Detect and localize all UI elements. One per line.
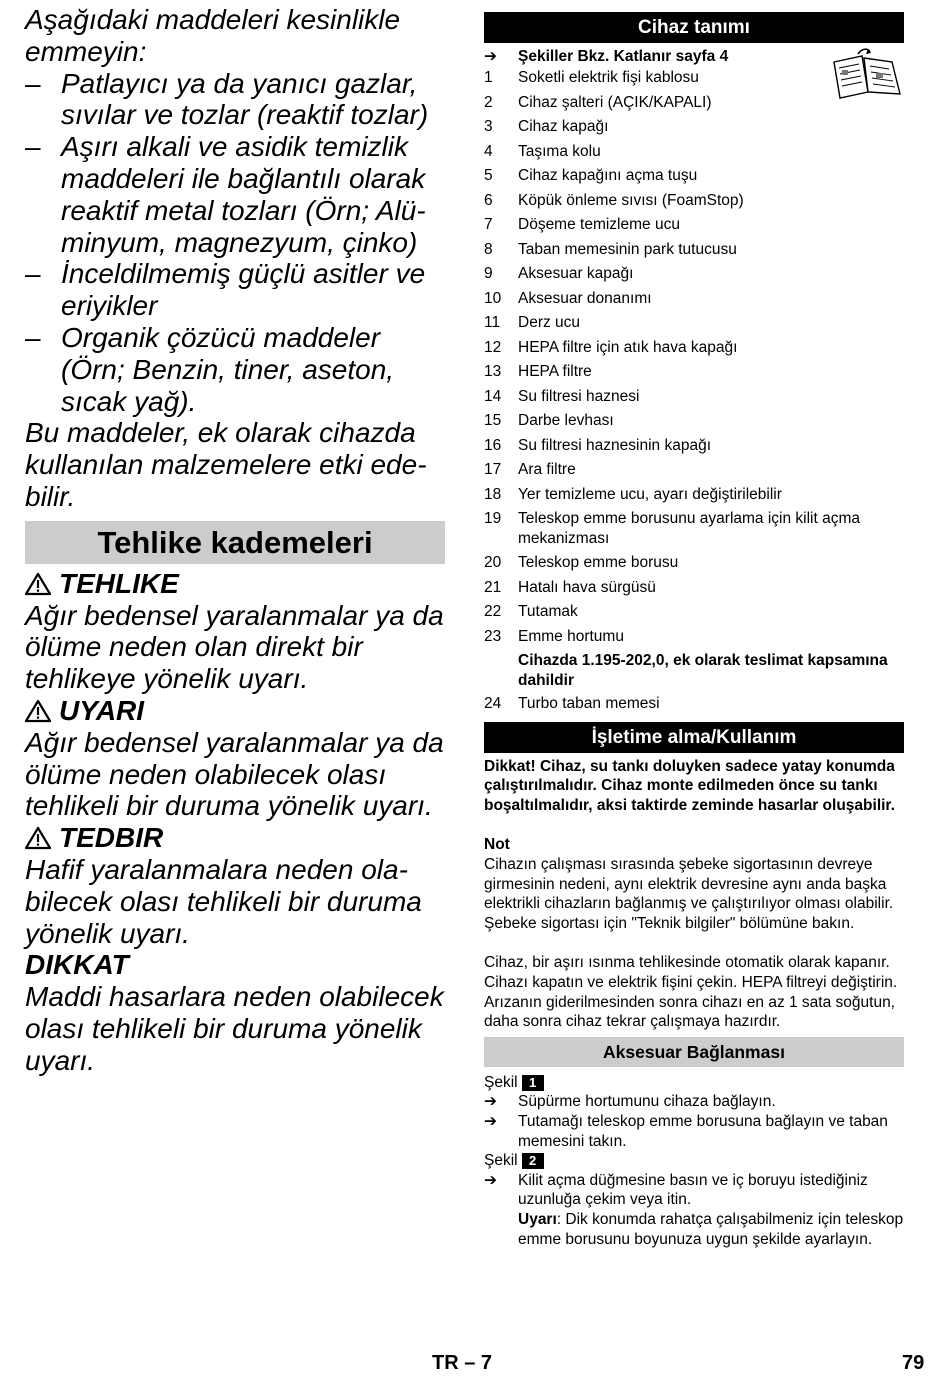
figure-label-text: Şekil (484, 1073, 518, 1091)
figure-1-label (484, 1073, 904, 1093)
page-number: 79 (902, 1352, 925, 1374)
warning-note (518, 1210, 904, 1249)
item-number: 20 (484, 554, 502, 571)
item-text: Tutamak (518, 603, 578, 620)
dash-list-item (25, 131, 445, 258)
note-text: Cihazın çalışması sırasında şebeke sigortasının devreye girmesinin nedeni, aynı elektrik devresine aynı anda başka elektrikli cihazların bağlanmış ve çalıştırılıyor olması olabilir. Şebeke sigortası için "Teknik bilgiler" bölümüne bakın. (484, 856, 894, 932)
step-text: Tutamağı teleskop emme borusuna bağlayın ve taban memesini takın. (518, 1113, 888, 1150)
warning-triangle-icon (25, 826, 51, 850)
dash-list-item (25, 258, 445, 322)
list-item (484, 387, 904, 412)
step-item (484, 1171, 904, 1249)
item-text: Derz ucu (518, 314, 581, 331)
left-column (25, 4, 445, 1077)
dash-bullet: – (25, 258, 41, 290)
list-item (484, 602, 904, 627)
warning-triangle-icon (25, 572, 51, 596)
level-label: UYARI (59, 694, 145, 726)
item-number: 22 (484, 603, 502, 620)
arrow-icon: ➔ (484, 1171, 497, 1189)
item-text: Hatalı hava sürgüsü (518, 578, 656, 596)
item-text: Cihaz şalteri (AÇIK/KAPALI) (518, 93, 712, 111)
dash-list-item (25, 322, 445, 417)
extra-delivery-note: Cihazda 1.195-202,0, ek olarak teslimat kapsamına dahildir (518, 652, 888, 689)
list-item (484, 485, 904, 510)
list-item (484, 142, 904, 167)
device-description-heading: Cihaz tanımı (484, 12, 904, 43)
item-text: Emme hortumu (518, 627, 624, 645)
warning-triangle-icon (25, 699, 51, 723)
dash-item-text: Organik çözücü maddeler (Örn; Benzin, tiner, aseton, sıcak yağ). (61, 321, 395, 417)
dash-item-text: Patlayıcı ya da yanıcı gazlar, sıvılar ve tozlar (reaktif tozlar) (61, 67, 429, 131)
step-item (484, 1092, 904, 1112)
list-item (484, 338, 904, 363)
item-number: 13 (484, 363, 502, 380)
list-item (484, 578, 904, 603)
item-text: Cihaz kapağı (518, 118, 609, 135)
step-item (484, 1112, 904, 1151)
list-item (484, 191, 904, 216)
item-number: 6 (484, 191, 493, 209)
accessory-connection-heading: Aksesuar Bağlanması (484, 1037, 904, 1067)
arrow-icon: ➔ (484, 1113, 497, 1130)
item-text: Aksesuar kapağı (518, 265, 634, 282)
item-text: Su filtresi haznesi (518, 387, 640, 405)
item-number: 19 (484, 510, 502, 527)
item-number: 1 (484, 69, 493, 86)
list-item (484, 93, 904, 118)
figure-number-badge: 2 (522, 1153, 544, 1169)
item-number: 2 (484, 93, 493, 111)
dash-bullet: – (25, 67, 41, 99)
list-item (484, 166, 904, 191)
overheat-text: Cihaz, bir aşırı ısınma tehlikesinde otomatik olarak kapanır. Cihazı kapatın ve elektrik fişini çekin. HEPA filtreyi değiştirin. Arızanın giderilmesinden sonra cihazı en az 1 sata soğutun, daha sonra cihaz tekrar çalışmaya hazırdır. (484, 954, 898, 1031)
item-text: Döşeme temizleme ucu (518, 216, 680, 233)
item-number: 3 (484, 118, 493, 135)
level-text: Hafif yaralanmalara neden olabilecek olası tehlikeli bir duruma yönelik uyarı. (25, 853, 422, 949)
item-text: Su filtresi haznesinin kapağı (518, 436, 712, 454)
level-tedbir-heading (25, 822, 445, 854)
item-text: Cihaz kapağını açma tuşu (518, 167, 698, 184)
item-number: 23 (484, 627, 502, 645)
item-text: Aksesuar donanımı (518, 289, 652, 307)
list-item (484, 289, 904, 314)
caution-text: Dikkat! Cihaz, su tankı doluyken sadece yatay konumda çalıştırılmalıdır. Cihaz monte edilmeden önce su tankı boşaltılmalıdır, aksi taktirde zeminde hasarlar oluşabilir. (484, 757, 895, 814)
list-item (484, 68, 904, 93)
list-item (484, 117, 904, 142)
arrow-icon: ➔ (484, 48, 497, 65)
figure-label-text: Şekil (484, 1152, 518, 1170)
dash-bullet: – (25, 321, 41, 353)
level-label: TEHLIKE (59, 567, 179, 599)
item-number: 14 (484, 387, 502, 405)
list-item (484, 627, 904, 652)
item-number: 11 (484, 314, 501, 331)
item-number: 16 (484, 436, 502, 454)
level-label: DIKKAT (25, 949, 129, 981)
figures-reference-text: Şekiller Bkz. Katlanır sayfa 4 (518, 48, 729, 65)
outro-text: Bu maddeler, ek olarak cihazda kullanılan malzemelere etki edebilir. (25, 417, 427, 512)
item-text: Yer temizleme ucu, ayarı değiştirilebilir (518, 485, 782, 503)
footer-section-code: TR – 7 (432, 1352, 493, 1374)
dash-list-item (25, 68, 445, 132)
item-text: Teleskop emme borusu (518, 554, 679, 571)
item-text: HEPA filtre için atık hava kapağı (518, 338, 738, 356)
level-text: Ağır bedensel yaralanmalar ya da ölüme neden olan direkt bir tehlikeye yönelik uyarı. (25, 599, 444, 695)
item-number: 8 (484, 240, 493, 258)
operation-heading: İşletime alma/Kullanım (484, 722, 904, 753)
list-item (484, 215, 904, 240)
list-item (484, 411, 904, 436)
list-item (484, 436, 904, 461)
figures-reference (484, 45, 904, 68)
level-tehlike-heading (25, 568, 445, 600)
item-number: 15 (484, 412, 502, 429)
item-text: Taşıma kolu (518, 142, 601, 160)
item-number: 18 (484, 485, 502, 503)
list-item (484, 240, 904, 265)
figure-number-badge: 1 (522, 1075, 544, 1091)
item-text: Köpük önleme sıvısı (FoamStop) (518, 191, 744, 209)
intro-text: Aşağıdaki maddeleri kesinlikle emmeyin: (25, 4, 401, 67)
item-text: Teleskop emme borusunu ayarlama için kilit açma mekanizması (518, 510, 861, 547)
item-number: 4 (484, 142, 493, 160)
level-text: Maddi hasarlara neden olabilecek olası tehlikeli bir duruma yönelik uyarı. (25, 981, 444, 1076)
arrow-icon: ➔ (484, 1093, 497, 1111)
item-text: Ara filtre (518, 461, 576, 478)
item-number: 24 (484, 695, 502, 713)
level-dikkat-heading (25, 949, 445, 981)
item-text: Turbo taban memesi (518, 695, 660, 713)
list-item (484, 694, 904, 719)
level-uyari-heading (25, 695, 445, 727)
dash-bullet: – (25, 131, 41, 163)
right-column (484, 12, 904, 1249)
item-text: Soketli elektrik fişi kablosu (518, 69, 699, 86)
item-number: 9 (484, 265, 493, 282)
warning-text: : Dik konumda rahatça çalışabilmeniz için teleskop emme borusunu boyunuza uygun şekilde ayarlayın. (518, 1210, 904, 1248)
list-item (484, 313, 904, 338)
parts-list (484, 68, 904, 651)
list-item (484, 362, 904, 387)
item-number: 7 (484, 216, 493, 233)
list-item (484, 460, 904, 485)
hazard-levels-heading: Tehlike kademeleri (25, 521, 445, 564)
item-number: 17 (484, 461, 502, 478)
list-item (484, 553, 904, 578)
item-number: 21 (484, 578, 502, 596)
item-number: 5 (484, 167, 493, 184)
level-text: Ağır bedensel yaralanmalar ya da ölüme neden olabilecek olası tehlikeli bir duruma yönelik uyarı. (25, 726, 444, 822)
item-text: Darbe levhası (518, 412, 614, 429)
item-number: 10 (484, 289, 502, 307)
level-label: TEDBIR (59, 822, 164, 854)
item-text: Taban memesinin park tutucusu (518, 240, 737, 258)
list-item (484, 264, 904, 289)
figure-2-label (484, 1151, 904, 1171)
warning-label: Uyarı (518, 1210, 557, 1228)
item-number: 12 (484, 338, 502, 356)
step-text: Kilit açma düğmesine basın ve iç boruyu istediğiniz uzunluğa çekim veya itin. (518, 1171, 868, 1209)
step-text: Süpürme hortumunu cihaza bağlayın. (518, 1093, 776, 1111)
list-item (484, 509, 904, 553)
dash-item-text: Aşırı alkali ve asidik temizlik maddeleri ile bağlantılı olarak reaktif metal tozları (Örn; Alüminyum, magnezyum, çinko) (61, 131, 426, 258)
item-text: HEPA filtre (518, 363, 592, 380)
note-label: Not (484, 836, 510, 854)
dash-item-text: İnceldilmemiş güçlü asitler ve eriyikler (61, 258, 426, 322)
